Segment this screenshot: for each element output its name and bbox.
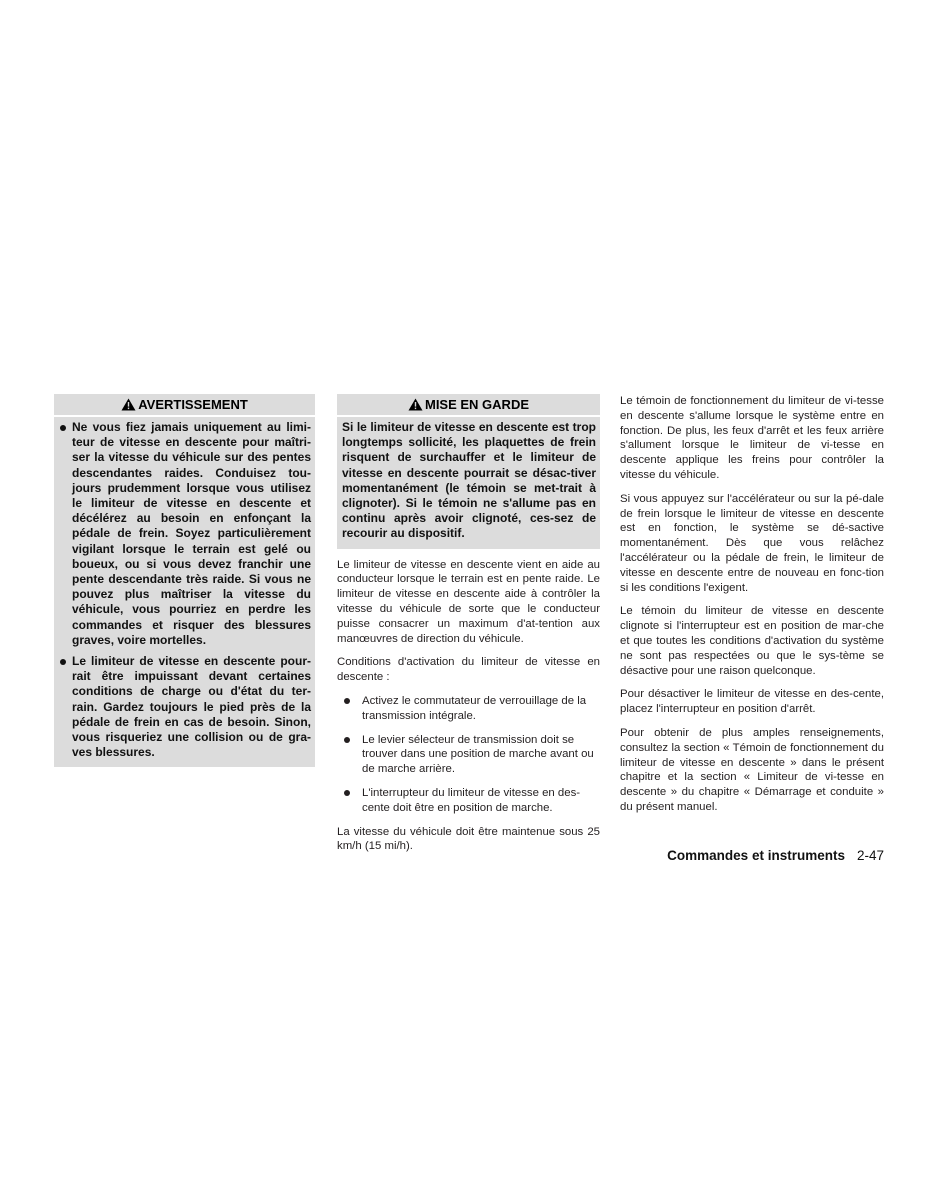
caution-header (337, 394, 600, 417)
paragraph: Pour obtenir de plus amples renseignements, consultez la section « Témoin de fonctionnement du limiteur de vitesse en descente » dans le présent chapitre et la section « Limiteur de vi-tesse en descente » du chapitre « Démarrage et conduite » du présent manuel. (620, 726, 884, 813)
warning-triangle-icon (121, 396, 136, 417)
list-item (337, 733, 600, 777)
bullet-icon (337, 786, 362, 816)
list-item-text: Le levier sélecteur de transmission doit se trouver dans une position de marche avant ou de marche arrière. (362, 733, 594, 776)
warning-header (54, 394, 315, 417)
warning-bullet (58, 420, 311, 648)
paragraph: Le témoin de fonctionnement du limiteur de vi-tesse en descente s'allume lorsque le système entre en fonction. De plus, les feux d'arrêt et les feux arrière s'allument lorsque le limiteur de vi-tesse en descente applique les freins pour contrôler la vitesse du véhicule. (620, 395, 884, 481)
warning-bullet-text: Ne vous fiez jamais uniquement au limi-teur de vitesse en descente pour maîtri-ser la vitesse du véhicule sur des pentes descendantes raides. Conduisez tou-jours prudemment lorsque vous utilisez le limiteur de vitesse en descente et décélérez au besoin en enfonçant la pédale de frein. Soyez particulièrement vigilant lorsque le terrain est gelé ou boueux, ou si vous devez franchir une pente descendante très raide. Si vous ne pouvez plus maîtriser la vitesse du véhicule, vous pourriez en perdre les commandes et risquer des blessures graves, voire mortelles. (72, 420, 311, 647)
paragraph: Le limiteur de vitesse en descente vient en aide au conducteur lorsque le terrain est en pente raide. Le limiteur de vitesse en descente aide à contrôler la vitesse du véhicule de sorte que le conducteur puisse consacrer un maximum d'at-tention aux manœuvres de direction du véhicule. (337, 558, 600, 645)
warning-box (54, 394, 315, 767)
warning-triangle-icon (408, 396, 423, 417)
paragraph: Pour désactiver le limiteur de vitesse en des-cente, placez l'interrupteur en position d'arrêt. (620, 688, 884, 716)
caution-box (337, 394, 600, 549)
paragraph: La vitesse du véhicule doit être maintenue sous 25 km/h (15 mi/h). (337, 825, 600, 853)
right-text (620, 394, 884, 815)
column-middle (337, 394, 600, 863)
bullet-icon (58, 420, 72, 648)
bullet-icon (58, 654, 72, 760)
bullet-icon (337, 694, 362, 724)
warning-bullet (58, 654, 311, 760)
warning-body (54, 417, 315, 760)
paragraph: Si vous appuyez sur l'accélérateur ou sur la pé-dale de frein lorsque le limiteur de vitesse en descente est en fonction, le système se dé-sactive momentanément. Dès que vous relâchez l'accélérateur ou la pédale de frein, le limiteur de vitesse en descente entre de nouveau en fonc-tion si les conditions l'exigent. (620, 492, 884, 594)
activation-conditions-list (337, 694, 600, 816)
list-item-text: L'interrupteur du limiteur de vitesse en des-cente doit être en position de marche. (362, 786, 581, 814)
page-footer (600, 848, 884, 863)
paragraph: Le témoin du limiteur de vitesse en descente clignote si l'interrupteur est en position de mar-che et que toutes les conditions d'activation du système ne sont pas respectées ou que le sys-tème se désactive pour une raison quelconque. (620, 605, 884, 677)
paragraph: Conditions d'activation du limiteur de vitesse en descente : (337, 656, 600, 684)
caution-title: MISE EN GARDE (424, 397, 529, 412)
list-item (337, 786, 600, 816)
warning-title: AVERTISSEMENT (138, 397, 248, 412)
caution-body (337, 417, 600, 542)
column-left (54, 394, 315, 767)
list-item-text: Activez le commutateur de verrouillage de la transmission intégrale. (362, 695, 587, 722)
warning-bullet-text: Le limiteur de vitesse en descente pour-rait être impuissant devant certaines conditions de charge ou d'état du ter-rain. Gardez toujours le pied près de la pédale de frein en cas de besoin. Sinon, vous risqueriez une collision ou de gra-ves blessures. (72, 654, 311, 760)
page-number: 2-47 (856, 848, 884, 863)
bullet-icon (337, 733, 362, 777)
list-item (337, 694, 600, 724)
caution-text: Si le limiteur de vitesse en descente est trop longtemps sollicité, les plaquettes de frein risquent de surchauffer et le limiteur de vitesse en descente pourrait se désac-tiver momentanément (le témoin se met-trait à clignoter). Si le témoin ne s'allume pas en continu après avoir clignoté, ces-sez de recourir au dispositif. (342, 420, 596, 541)
column-right (620, 394, 884, 824)
section-title: Commandes et instruments (667, 848, 845, 863)
middle-text (337, 558, 600, 855)
